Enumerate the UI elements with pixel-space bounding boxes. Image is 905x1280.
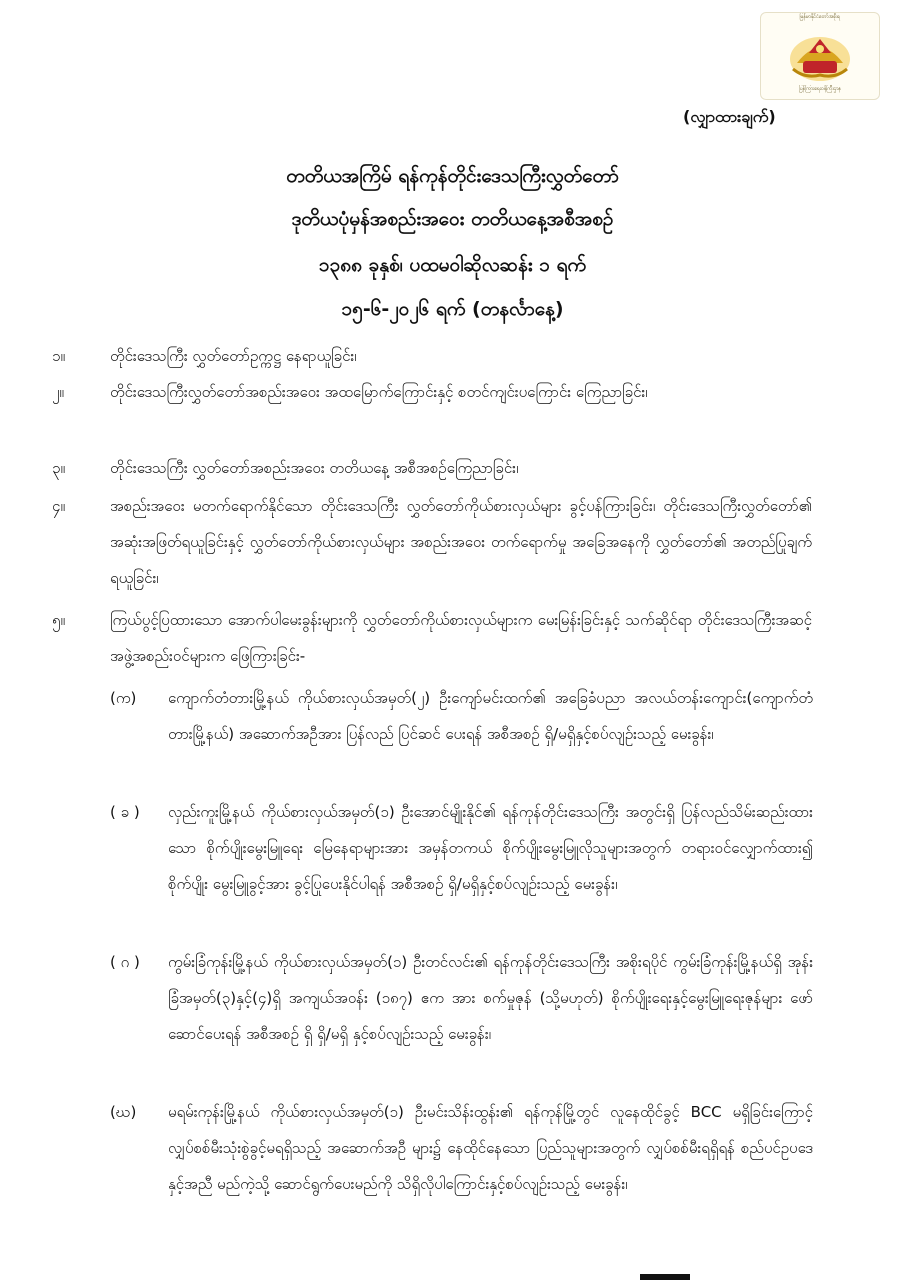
- title-line-2: ဒုတိယပုံမှန်အစည်းအဝေး တတိယနေ့အစီအစဉ်: [291, 208, 614, 230]
- agenda-item-number: ၁။: [52, 347, 65, 365]
- question-item-text: လှည်းကူးမြို့နယ် ကိုယ်စားလှယ်အမှတ်(၁) ဦးအောင်မျိုးနိုင်၏ ရန်ကုန်တိုင်းဒေသကြီး အတွင်းရှိ ပြန်လည်သိမ်းဆည်းထားသော စိုက်ပျိုးမွေးမြူရေး မြေနေရာများအား အမှန်တကယ် စိုက်ပျိုးမွေးမြူလိုသူများအတွက် တရားဝင်လျှောက်ထား၍ စိုက်ပျိုး မွေးမြူခွင့်အား ခွင့်ပြုပေးနိုင်ပါရန် အစီအစဉ် ရှိ/မရှိနှင့်စပ်လျဉ်းသည့် မေးခွန်း၊: [168, 803, 813, 893]
- emblem-bottom-text: ပြန်ကြားရေးဝန်ကြီးဌာန: [798, 86, 841, 92]
- page-footer-mark: [640, 1274, 690, 1280]
- agenda-item-number: ၂။: [52, 383, 64, 401]
- question-item-text: ကျောက်တံတားမြို့နယ် ကိုယ်စားလှယ်အမှတ်(၂) ဦးကျော်မင်းထက်၏ အခြေခံပညာ အလယ်တန်းကျောင်း(ကျောက်တံတားမြို့နယ်) အဆောက်အဦအား ပြန်လည် ပြင်ဆင် ပေးရန် အစီအစဉ် ရှိ/မရှိနှင့်စပ်လျဉ်းသည့် မေးခွန်း၊: [168, 689, 813, 743]
- question-item-text: မရမ်းကုန်းမြို့နယ် ကိုယ်စားလှယ်အမှတ်(၁) ဦးမင်းသိန်းထွန်း၏ ရန်ကုန်မြို့တွင် လူနေထိုင်ခွင့် BCC မရှိခြင်းကြောင့် လျှပ်စစ်မီးသုံးစွဲခွင့်မရရှိသည့် အဆောက်အဦ များ၌ နေထိုင်နေသော ပြည်သူများအတွက် လျှပ်စစ်မီးရရှိရန် စည်ပင်ဥပဒေနှင့်အညီ မည်ကဲ့သို့ ဆောင်ရွက်ပေးမည်ကို သိရှိလိုပါကြောင်းနှင့်စပ်လျဉ်းသည့် မေးခွန်း၊: [168, 1103, 813, 1193]
- agenda-item-text: ကြယ်ပွင့်ပြထားသော အောက်ပါမေးခွန်းများကို လွှတ်တော်ကိုယ်စားလှယ်များက မေးမြန်းခြင်းနှင့် သက်ဆိုင်ရာ တိုင်းဒေသကြီးအဆင့် အဖွဲ့အစည်းဝင်များက ဖြေကြားခြင်း-: [110, 611, 812, 665]
- emblem-top-text: မြန်မာနိုင်ငံတော်အစိုးရ: [799, 14, 841, 20]
- draft-label: (လျှာထားချက်): [683, 107, 776, 126]
- title-line-1: တတိယအကြိမ် ရန်ကုန်တိုင်းဒေသကြီးလွှတ်တော်: [286, 165, 619, 187]
- agenda-item-number: ၄။: [52, 497, 65, 515]
- agenda-item-number: ၅။: [52, 611, 65, 629]
- agenda-item-text: တိုင်းဒေသကြီး လွှတ်တော်အစည်းအဝေး တတိယနေ့ အစီအစဉ်ကြေညာခြင်း၊: [110, 459, 519, 477]
- agenda-item-text: တိုင်းဒေသကြီးလွှတ်တော်အစည်းအဝေး အထမြောက်ကြောင်းနှင့် စတင်ကျင်းပကြောင်း ကြေညာခြင်း၊: [110, 383, 648, 401]
- emblem-icon: [785, 23, 855, 85]
- agenda-item-text: အစည်းအဝေး မတက်ရောက်နိုင်သော တိုင်းဒေသကြီး လွှတ်တော်ကိုယ်စားလှယ်များ ခွင့်ပန်ကြားခြင်း၊ တိုင်းဒေသကြီးလွှတ်တော်၏ အဆုံးအဖြတ်ရယူခြင်းနှင့် လွှတ်တော်ကိုယ်စားလှယ်များ အစည်းအဝေး တက်ရောက်မှု အခြေအနေကို လွှတ်တော်၏ အတည်ပြုချက်ရယူခြင်း၊: [110, 497, 812, 587]
- agenda-item-text: တိုင်းဒေသကြီး လွှတ်တော်ဥက္ကဋ္ဌ နေရာယူခြင်း၊: [110, 347, 357, 365]
- question-item-label: ( ဂ ): [110, 953, 140, 971]
- question-item-label: ( ခ ): [110, 803, 140, 821]
- question-item-label: (က): [110, 689, 137, 707]
- ministry-emblem: [760, 12, 880, 100]
- question-item-label: (ဃ): [110, 1103, 137, 1121]
- question-item-text: ကွမ်းခြံကုန်းမြို့နယ် ကိုယ်စားလှယ်အမှတ်(၁) ဦးတင်လင်း၏ ရန်ကုန်တိုင်းဒေသကြီး အစိုးရပိုင် ကွမ်းခြံကုန်းမြို့နယ်ရှိ အုန်းခြံအမှတ်(၃)နှင့်(၄)ရှိ အကျယ်အဝန်း (၁၈၇) ဧက အား စက်မှုဇုန် (သို့မဟုတ်) စိုက်ပျိုးရေးနှင့်မွေးမြူရေးဇုန်များ ဖော်ဆောင်ပေးရန် အစီအစဉ် ရှိ ရှိ/မရှိ နှင့်စပ်လျဉ်းသည့် မေးခွန်း၊: [168, 953, 813, 1043]
- title-line-4: ၁၅-၆-၂၀၂၆ ရက် (တနင်္လာနေ့): [341, 298, 564, 320]
- agenda-item-number: ၃။: [52, 459, 65, 477]
- title-line-3: ၁၃၈၈ ခုနှစ်၊ ပထမဝါဆိုလဆန်း ၁ ရက်: [318, 254, 587, 276]
